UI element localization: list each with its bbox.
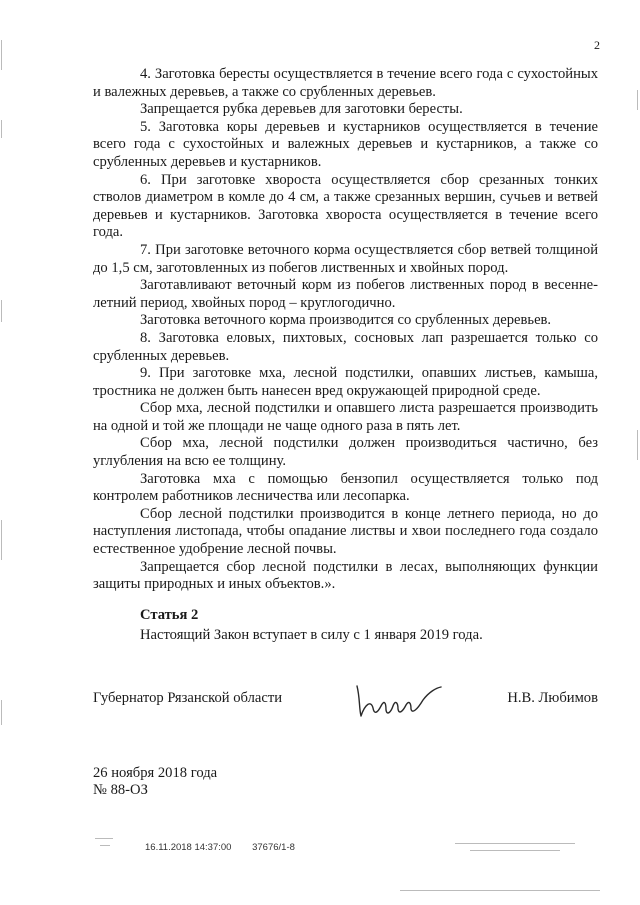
paragraph: 4. Заготовка бересты осуществляется в течение всего года с сухостойных и валежных деревьев, а также со срубленных деревьев. xyxy=(93,66,598,100)
governor-name: Н.В. Любимов xyxy=(507,690,598,706)
article-2 xyxy=(140,605,600,645)
signing-date: 26 ноября 2018 года xyxy=(93,765,218,781)
law-number: № 88-ОЗ xyxy=(93,782,148,798)
page-number: 2 xyxy=(594,38,600,52)
date-block xyxy=(93,765,217,799)
paragraph: Заготовка веточного корма производится со срубленных деревьев. xyxy=(140,312,552,329)
article-title: Статья 2 xyxy=(140,607,199,623)
paragraph: Запрещается сбор лесной подстилки в лесах, выполняющих функции защиты природных и иных объектов.». xyxy=(93,558,598,593)
paragraph: Сбор мха, лесной подстилки и опавшего листа разрешается производить на одной и той же площади не чаще одного раза в пять лет. xyxy=(93,400,598,434)
paragraph: 7. При заготовке веточного корма осуществляется сбор ветвей толщиной до 1,5 см, заготовленных из побегов лиственных и хвойных пород. xyxy=(93,241,598,276)
governor-position: Губернатор Рязанской области xyxy=(93,690,283,706)
paragraph: Заготовка мха с помощью бензопил осуществляется только под контролем работников лесничества или лесопарка. xyxy=(93,470,598,505)
paragraph: Сбор лесной подстилки производится в конце летнего периода, но до наступления листопада, чтобы опадание листвы и хвои последнего года создало естественное удобрение лесной почвы. xyxy=(93,505,598,558)
article-text: Настоящий Закон вступает в силу с 1 января 2019 года. xyxy=(140,627,483,643)
paragraph: Заготавливают веточный корм из побегов лиственных пород в весенне-летний период, хвойных пород – круглогодично. xyxy=(93,277,598,311)
paragraph: Запрещается рубка деревьев для заготовки бересты. xyxy=(140,101,463,118)
footer-doc-code: 37676/1-8 xyxy=(252,842,295,853)
paragraph: 8. Заготовка еловых, пихтовых, сосновых лап разрешается только со срубленных деревьев. xyxy=(93,329,598,364)
signature-row xyxy=(93,688,598,722)
paragraph: Сбор мха, лесной подстилки должен производиться частично, без углубления на всю ее толщину. xyxy=(93,435,598,470)
footer-stamp xyxy=(145,842,313,853)
paragraph: 6. При заготовке хвороста осуществляется сбор срезанных тонких стволов диаметром в комле до 4 см, а также срезанных вершин, сучьев и ветвей деревьев и кустарников. Заготовка хвороста осуществляется в течение всего года. xyxy=(93,171,598,241)
handwritten-signature xyxy=(351,678,446,722)
footer-timestamp: 16.11.2018 14:37:00 xyxy=(145,842,232,853)
paragraph: 5. Заготовка коры деревьев и кустарников осуществляется в течение всего года с сухостойных и валежных деревьев и кустарников, а также со срубленных деревьев и кустарников. xyxy=(93,118,598,170)
paragraph: 9. При заготовке мха, лесной подстилки, опавших листьев, камыша, тростника не должен быть нанесен вред окружающей природной среде. xyxy=(93,365,598,399)
law-body-text xyxy=(93,66,598,594)
